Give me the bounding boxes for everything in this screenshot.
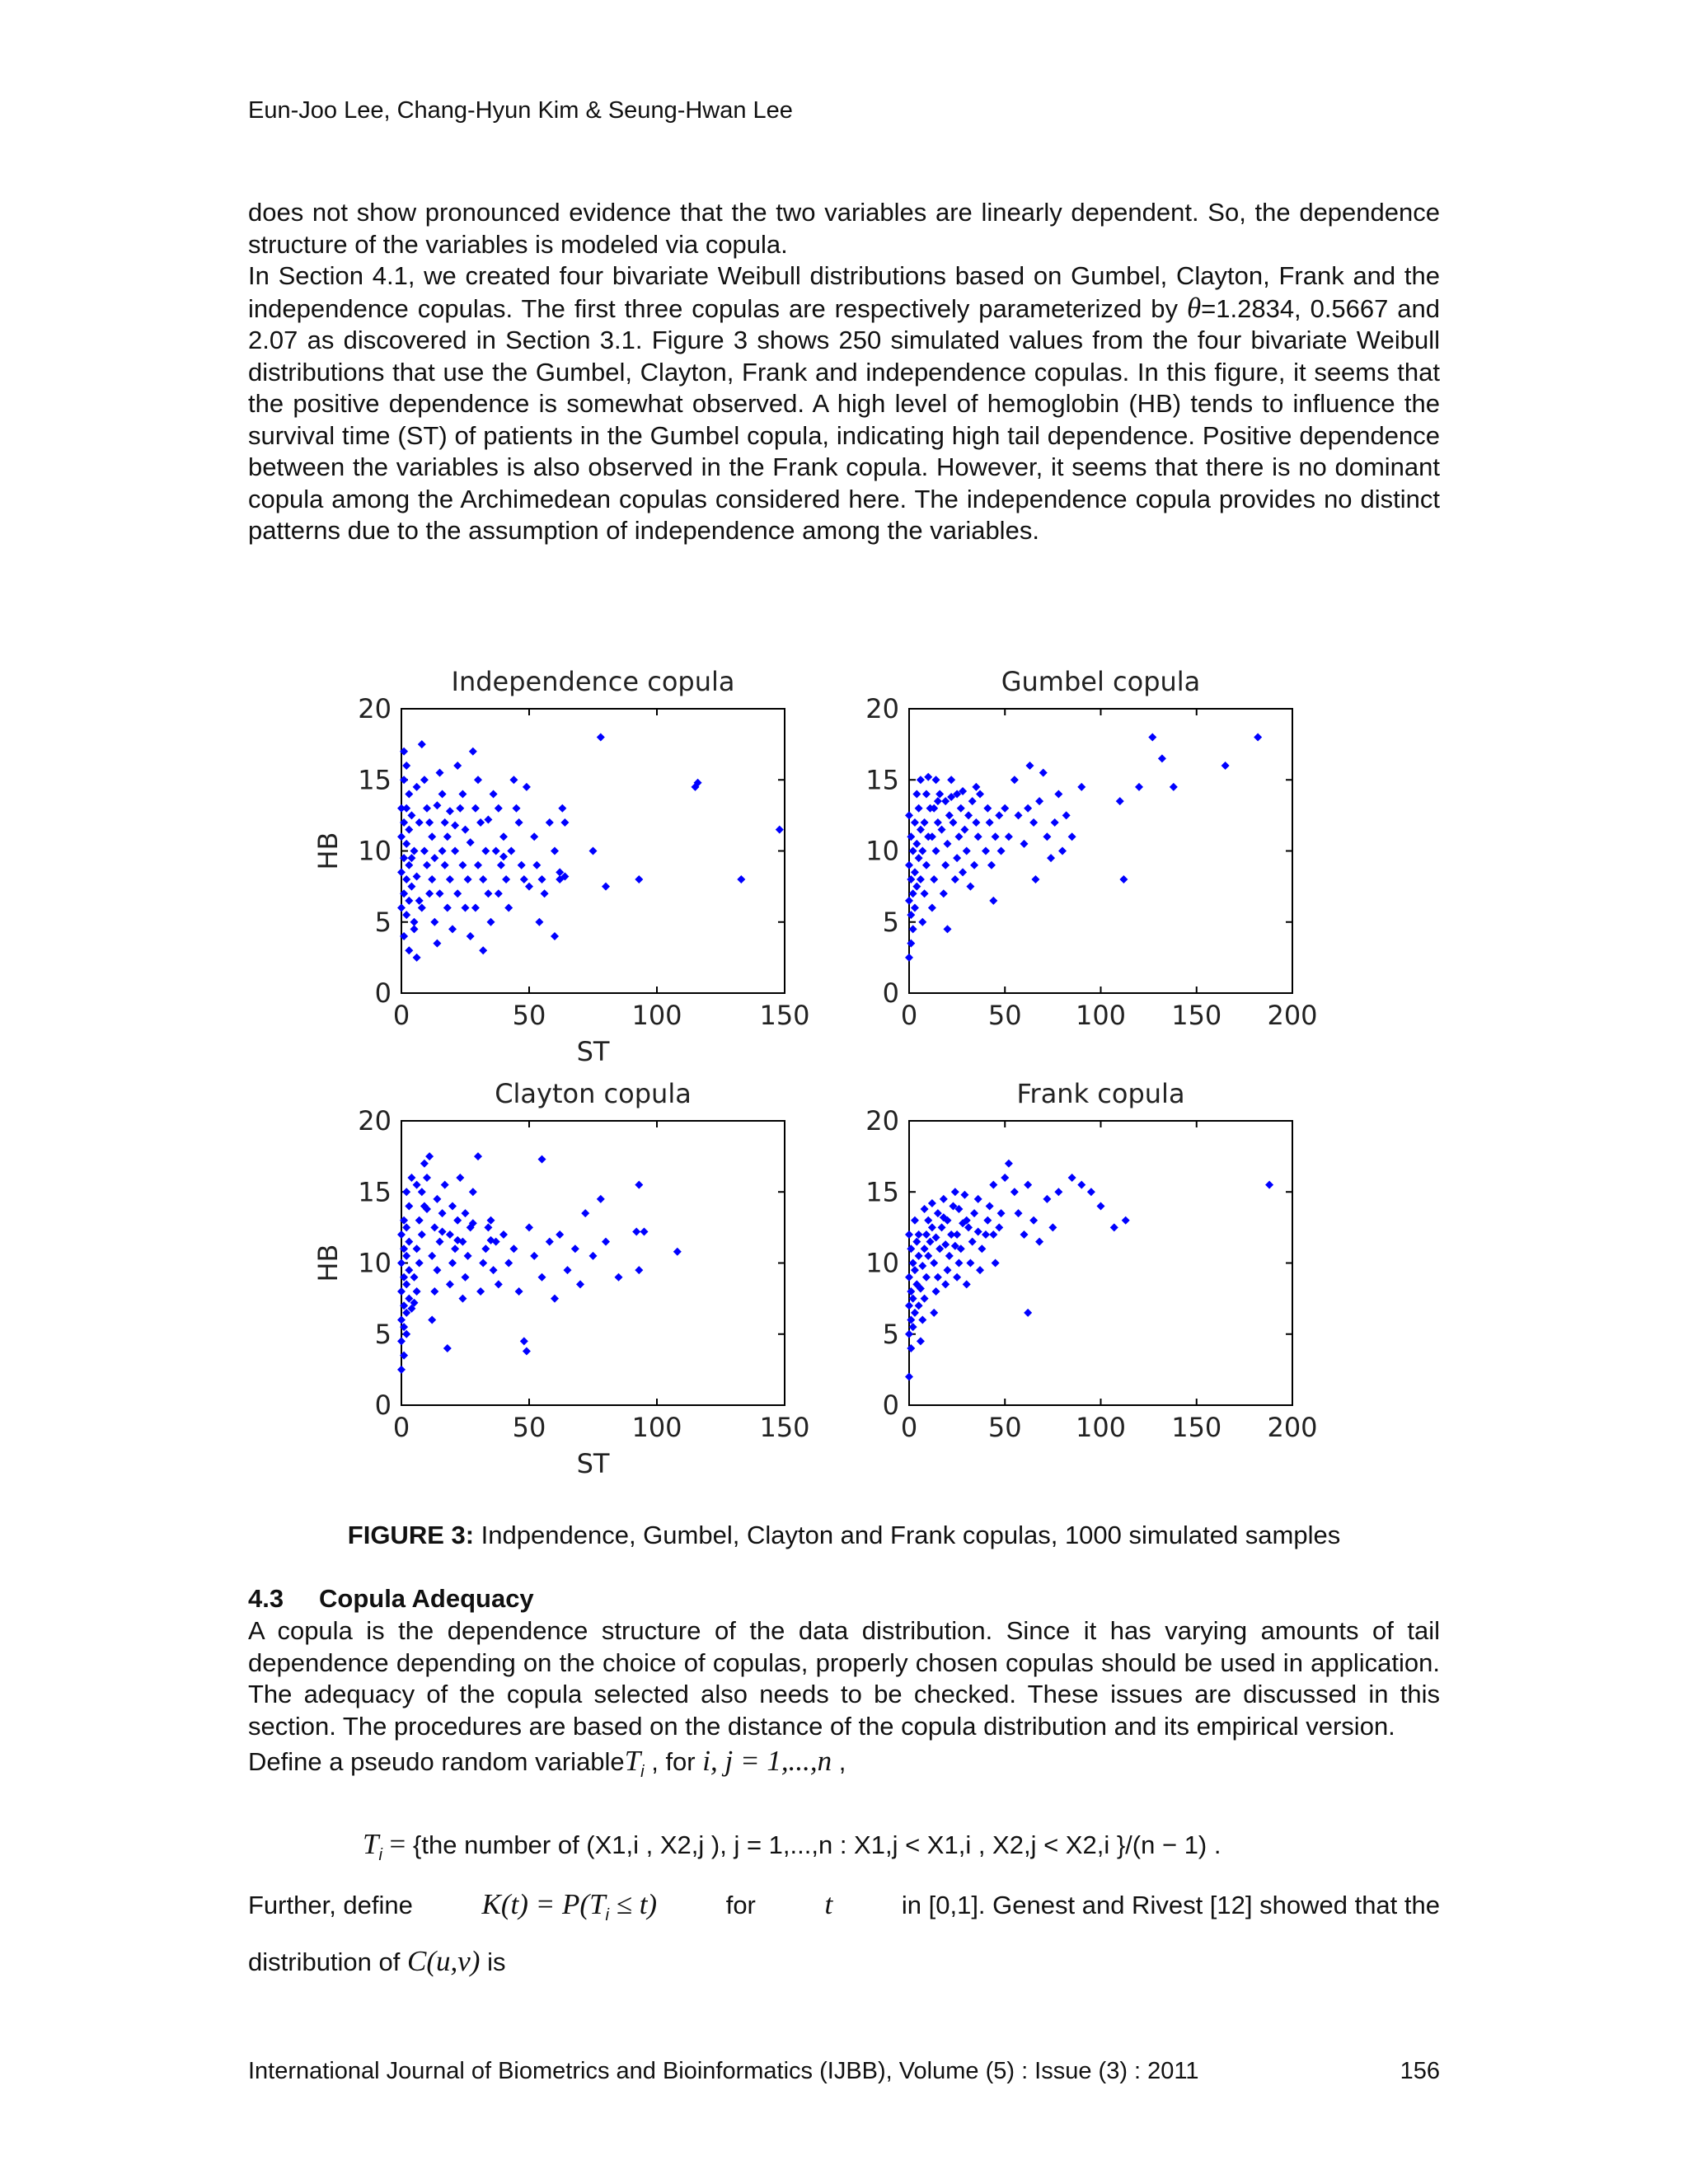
section-title: Copula Adequacy — [319, 1584, 534, 1613]
y-tick-label: 10 — [865, 1247, 899, 1279]
define-Ti: T — [624, 1745, 641, 1777]
section-heading — [248, 1584, 534, 1614]
define-Ti-sub: i — [640, 1763, 645, 1781]
scatter-panel-1 — [312, 666, 810, 1067]
dist-text-a: distribution of — [248, 1947, 401, 1976]
y-tick-label: 5 — [882, 1318, 899, 1350]
x-tick-label: 200 — [1267, 1000, 1318, 1031]
y-tick-label: 10 — [865, 835, 899, 867]
x-tick-label: 200 — [1267, 1412, 1318, 1443]
plot-frame — [401, 1121, 785, 1405]
dist-C: C(u,v) — [407, 1945, 481, 1977]
paragraph-1: does not show pronounced evidence that the two variables are linearly dependent. So, the dependence structure of the variables is modeled via copula. — [248, 198, 1440, 259]
K-def-sub: i — [605, 1906, 609, 1924]
further-text-c: in [0,1]. Genest and Rivest [12] showed that the — [901, 1891, 1440, 1919]
y-tick-label: 20 — [865, 1105, 899, 1137]
x-tick-label: 100 — [631, 1412, 682, 1443]
define-text: Define a pseudo random variable — [248, 1747, 625, 1776]
dist-text-b: is — [487, 1947, 506, 1976]
further-for: for — [725, 1891, 756, 1919]
footer-page-number: 156 — [1400, 2058, 1440, 2084]
figure-caption — [0, 1521, 1688, 1550]
K-def-b: ≤ t) — [608, 1888, 658, 1920]
y-tick-label: 0 — [374, 1390, 392, 1421]
y-axis-label: HB — [312, 1244, 344, 1282]
y-tick-label: 15 — [865, 764, 899, 796]
define-comma: , — [832, 1747, 846, 1776]
y-tick-label: 20 — [358, 693, 392, 724]
scatter-panel-3 — [312, 1078, 810, 1479]
section-paragraph-1: A copula is the dependence structure of the data distribution. Since it has varying amounts of tail dependence depending on the choice of copulas, properly chosen copulas should be used in application. The adequacy of the copula selected also needs to be checked. These issues are discussed in this section. The procedures are based on the distance of the copula distribution and its empirical version. — [248, 1616, 1440, 1741]
x-tick-label: 100 — [631, 1000, 682, 1031]
y-tick-label: 10 — [358, 835, 392, 867]
section-number: 4.3 — [248, 1584, 284, 1613]
theta-symbol: θ — [1186, 291, 1202, 324]
eq-T: T — [363, 1828, 379, 1860]
y-axis-label: HB — [312, 832, 344, 870]
chart-title: Gumbel copula — [1001, 666, 1201, 697]
paragraph-2-b: =1.2834, 0.5667 and 2.07 as discovered in Section 3.1. Figure 3 shows 250 simulated values from the four bivariate Weibull distributions that use the Gumbel, Clayton, Frank and independence copulas. In this figure, it seems that the positive dependence is somewhat observed. A high level of hemoglobin (HB) tends to influence the survival time (ST) of patients in the Gumbel copula, indicating high tail dependence. Positive dependence between the variables is also observed in the Frank copula. However, it seems that there is no dominant copula among the Archimedean copulas considered here. The independence copula provides no distinct patterns due to the assumption of independence among the variables. — [248, 293, 1441, 545]
scatter-panel-4 — [865, 1078, 1317, 1443]
scatter-panel-2 — [865, 666, 1317, 1031]
define-range: i, j = 1,...,n — [702, 1745, 832, 1777]
y-tick-label: 15 — [358, 764, 392, 796]
y-tick-label: 0 — [882, 1390, 899, 1421]
chart-title: Independence copula — [451, 666, 735, 697]
section-body — [248, 1615, 1440, 1788]
x-tick-label: 100 — [1075, 1412, 1127, 1443]
further-line — [248, 1882, 1440, 1938]
x-tick-label: 0 — [900, 1412, 918, 1443]
x-tick-label: 50 — [512, 1000, 546, 1031]
y-tick-label: 0 — [374, 977, 392, 1009]
further-t: t — [824, 1888, 833, 1920]
distribution-line — [248, 1938, 1440, 1985]
y-tick-label: 5 — [374, 1318, 392, 1350]
paragraph-2-a: In Section 4.1, we created four bivariate Weibull distributions based on Gumbel, Clayton, Frank and the independence copulas. The first three copulas are respectively parameterized by — [248, 261, 1440, 323]
equation-Ti: $T_i = \{the$ number of (X1,i , X2,j ), j = 1,...,n : X1,j < X1,i , X2,j < X2,i }/(n − 1) . — [363, 1828, 1221, 1864]
chart-title: Clayton copula — [495, 1078, 692, 1109]
y-tick-label: 20 — [358, 1105, 392, 1137]
further-text-a: Further, define — [248, 1891, 413, 1919]
footer-journal: International Journal of Biometrics and Bioinformatics (IJBB), Volume (5) : Issue (3) : 2011 — [248, 2058, 1199, 2084]
x-tick-label: 0 — [392, 1000, 410, 1031]
running-head-authors: Eun-Joo Lee, Chang-Hyun Kim & Seung-Hwan Lee — [248, 97, 793, 124]
K-definition — [482, 1882, 658, 1938]
x-tick-label: 50 — [512, 1412, 546, 1443]
x-tick-label: 50 — [987, 1412, 1022, 1443]
K-def-a: K(t) = P(T — [481, 1888, 606, 1920]
x-tick-label: 0 — [900, 1000, 918, 1031]
y-tick-label: 0 — [882, 977, 899, 1009]
y-tick-label: 5 — [882, 906, 899, 938]
x-tick-label: 150 — [759, 1000, 810, 1031]
x-tick-label: 50 — [987, 1000, 1022, 1031]
further-block — [248, 1882, 1440, 1985]
figure-caption-text: Indpendence, Gumbel, Clayton and Frank copulas, 1000 simulated samples — [474, 1521, 1341, 1549]
y-tick-label: 5 — [374, 906, 392, 938]
eq-body: {the number of (X1,i , X2,j ), j = 1,...,n : X1,j < X1,i , X2,j < X2,i }/(n − 1) . — [413, 1830, 1221, 1859]
x-tick-label: 0 — [392, 1412, 410, 1443]
x-axis-label: ST — [576, 1036, 610, 1067]
x-tick-label: 150 — [1171, 1412, 1222, 1443]
y-tick-label: 15 — [865, 1176, 899, 1208]
figure-caption-label: FIGURE 3: — [347, 1521, 475, 1549]
define-line — [248, 1746, 1440, 1788]
footer — [248, 2058, 1440, 2085]
eq-T-sub: i — [378, 1846, 382, 1864]
x-axis-label: ST — [576, 1448, 610, 1479]
y-tick-label: 20 — [865, 693, 899, 724]
y-tick-label: 10 — [358, 1247, 392, 1279]
chart-title: Frank copula — [1016, 1078, 1185, 1109]
x-tick-label: 150 — [759, 1412, 810, 1443]
figure-3 — [297, 651, 1368, 1500]
x-tick-label: 100 — [1075, 1000, 1127, 1031]
y-tick-label: 15 — [358, 1176, 392, 1208]
define-for: , for — [644, 1747, 703, 1776]
figure-3-plots — [297, 651, 1368, 1500]
paragraph-2 — [248, 260, 1440, 547]
x-tick-label: 150 — [1171, 1000, 1222, 1031]
body-text — [248, 197, 1440, 547]
